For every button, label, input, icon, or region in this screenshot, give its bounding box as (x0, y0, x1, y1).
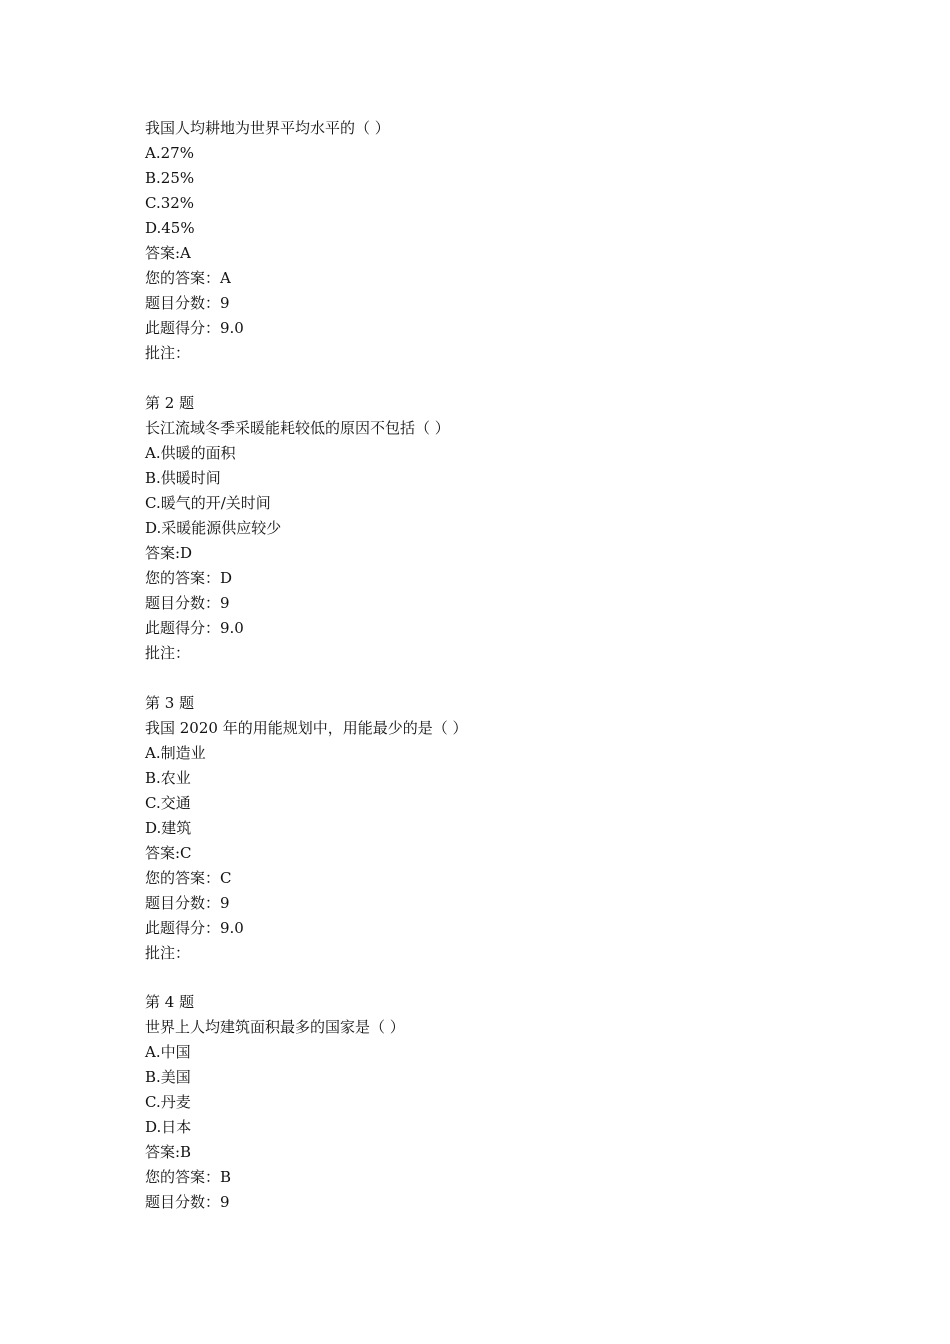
option-a: A.制造业 (145, 743, 206, 762)
option-c: C.丹麦 (145, 1093, 191, 1112)
document-page (145, 116, 845, 1215)
option-d: D.建筑 (145, 818, 192, 837)
question-score: 题目分数：9 (145, 893, 230, 912)
correct-answer: 答案:A (145, 244, 191, 262)
option-b: B.农业 (145, 768, 191, 787)
question-header: 第 4 题 (145, 993, 195, 1012)
question-block-2 (145, 391, 845, 666)
question-stem: 长江流域冬季采暖能耗较低的原因不包括（ ） (145, 418, 450, 437)
question-header: 第 3 题 (145, 693, 195, 712)
option-d: D.45% (145, 219, 195, 237)
earned-score: 此题得分：9.0 (145, 918, 244, 937)
question-block-1 (145, 116, 845, 366)
question-block-3 (145, 691, 845, 966)
your-answer: 您的答案：A (145, 269, 231, 287)
option-d: D.日本 (145, 1118, 192, 1137)
option-b: B.美国 (145, 1068, 191, 1087)
option-c: C.交通 (145, 793, 191, 812)
option-a: A.27% (145, 144, 194, 162)
spacer (145, 666, 845, 691)
earned-score: 此题得分：9.0 (145, 319, 244, 337)
annotation-label: 批注： (145, 643, 191, 662)
spacer (145, 366, 845, 391)
spacer (145, 966, 845, 991)
question-score: 题目分数：9 (145, 1193, 230, 1212)
correct-answer: 答案:D (145, 543, 193, 562)
question-stem: 我国 2020 年的用能规划中，用能最少的是（ ） (145, 718, 468, 737)
your-answer: 您的答案：D (145, 568, 233, 587)
question-stem: 我国人均耕地为世界平均水平的（ ） (145, 119, 390, 137)
earned-score: 此题得分：9.0 (145, 618, 244, 637)
annotation-label: 批注： (145, 344, 191, 362)
question-block-4 (145, 990, 845, 1215)
correct-answer: 答案:C (145, 843, 192, 862)
option-b: B.供暖时间 (145, 468, 221, 487)
your-answer: 您的答案：B (145, 1168, 232, 1187)
question-score: 题目分数：9 (145, 294, 230, 312)
option-d: D.采暖能源供应较少 (145, 518, 282, 537)
question-header: 第 2 题 (145, 393, 195, 412)
option-c: C.32% (145, 194, 195, 212)
option-b: B.25% (145, 169, 195, 187)
option-a: A.供暖的面积 (145, 443, 236, 462)
your-answer: 您的答案：C (145, 868, 232, 887)
annotation-label: 批注： (145, 943, 191, 962)
correct-answer: 答案:B (145, 1143, 192, 1162)
option-a: A.中国 (145, 1043, 191, 1062)
option-c: C.暖气的开/关时间 (145, 493, 271, 512)
question-score: 题目分数：9 (145, 593, 230, 612)
question-stem: 世界上人均建筑面积最多的国家是（ ） (145, 1018, 405, 1037)
